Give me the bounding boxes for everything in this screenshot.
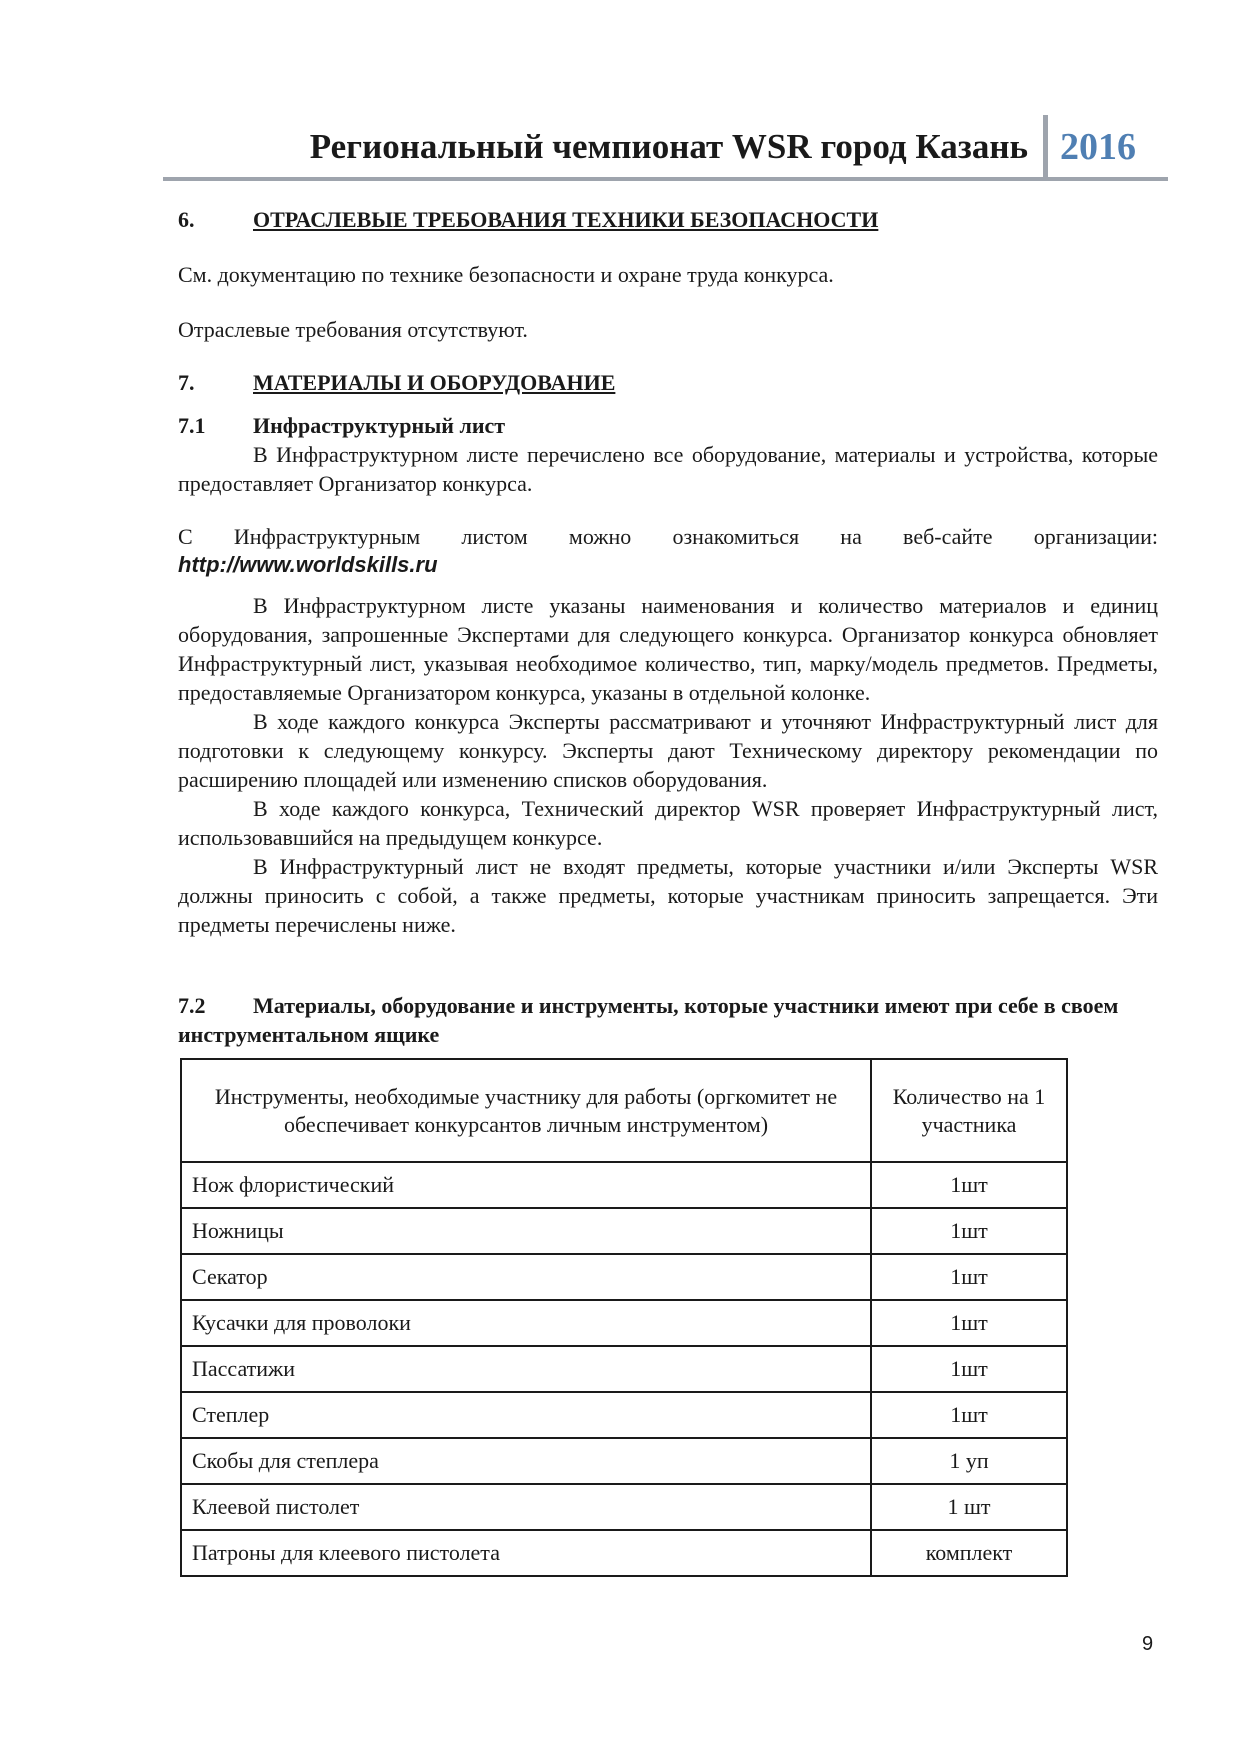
paragraph: В Инфраструктурный лист не входят предметы, которые участники и/или Эксперты WSR должны приносить с собой, а также предметы, которые участникам приносить запрещается. Эти предметы перечислены ниже. bbox=[178, 854, 1158, 937]
table-row bbox=[181, 1300, 1067, 1346]
website-link[interactable]: http://www.worldskills.ru bbox=[178, 552, 438, 577]
paragraph: Отраслевые требования отсутствуют. bbox=[178, 317, 528, 342]
table-row bbox=[181, 1530, 1067, 1576]
tool-name-cell: Ножницы bbox=[181, 1208, 871, 1254]
tool-quantity-cell: 1шт bbox=[871, 1346, 1067, 1392]
table-row bbox=[181, 1208, 1067, 1254]
tool-quantity-cell: комплект bbox=[871, 1530, 1067, 1576]
section-number: 6. bbox=[178, 207, 195, 232]
tool-quantity-cell: 1шт bbox=[871, 1162, 1067, 1208]
column-header-tools: Инструменты, необходимые участнику для работы (оргкомитет не обеспечивает конкурсантов личным инструментом) bbox=[181, 1059, 871, 1162]
tool-name-cell: Клеевой пистолет bbox=[181, 1484, 871, 1530]
table-row bbox=[181, 1254, 1067, 1300]
paragraph: В ходе каждого конкурса Эксперты рассматривают и уточняют Инфраструктурный лист для подготовки к следующему конкурсу. Эксперты дают Техническому директору рекомендации по расширению площадей или изменению списков оборудования. bbox=[178, 709, 1158, 792]
section-title: МАТЕРИАЛЫ И ОБОРУДОВАНИЕ bbox=[253, 370, 616, 395]
page-number: 9 bbox=[1142, 1633, 1154, 1655]
tool-quantity-cell: 1шт bbox=[871, 1254, 1067, 1300]
table-row bbox=[181, 1438, 1067, 1484]
section-7-heading bbox=[178, 368, 615, 397]
tool-quantity-cell: 1шт bbox=[871, 1208, 1067, 1254]
paragraph: С Инфраструктурным листом можно ознакомиться на веб-сайте организации: bbox=[178, 524, 1158, 549]
tool-quantity-cell: 1шт bbox=[871, 1392, 1067, 1438]
header-divider bbox=[1043, 115, 1048, 177]
tool-quantity-cell: 1шт bbox=[871, 1300, 1067, 1346]
tool-name-cell: Патроны для клеевого пистолета bbox=[181, 1530, 871, 1576]
tool-quantity-cell: 1 шт bbox=[871, 1484, 1067, 1530]
subsection-title: Материалы, оборудование и инструменты, которые участники имеют при себе в своем инструментальном ящике bbox=[178, 993, 1119, 1047]
section-6-heading bbox=[178, 205, 878, 234]
tool-name-cell: Пассатижи bbox=[181, 1346, 871, 1392]
paragraph: В Инфраструктурном листе указаны наименования и количество материалов и единиц оборудования, запрошенные Экспертами для следующего конкурса. Организатор конкурса обновляет Инфраструктурный лист, указывая необходимое количество, тип, марку/модель предметов. Предметы, предоставляемые Организатором конкурса, указаны в отдельной колонке. bbox=[178, 593, 1158, 705]
tool-name-cell: Нож флористический bbox=[181, 1162, 871, 1208]
tools-table-body bbox=[181, 1162, 1067, 1576]
subsection-7-1-heading bbox=[178, 411, 505, 440]
tools-table bbox=[180, 1058, 1068, 1577]
subsection-title: Инфраструктурный лист bbox=[253, 413, 506, 438]
paragraph: В ходе каждого конкурса, Технический директор WSR проверяет Инфраструктурный лист, использовавшийся на предыдущем конкурсе. bbox=[178, 796, 1158, 850]
header-rule bbox=[163, 177, 1168, 181]
subsection-number: 7.1 bbox=[178, 413, 206, 438]
tool-name-cell: Скобы для степлера bbox=[181, 1438, 871, 1484]
paragraph: В Инфраструктурном листе перечислено все оборудование, материалы и устройства, которые предоставляет Организатор конкурса. bbox=[178, 442, 1158, 496]
infrastructure-description bbox=[178, 591, 1158, 939]
section-title: ОТРАСЛЕВЫЕ ТРЕБОВАНИЯ ТЕХНИКИ БЕЗОПАСНОСТИ bbox=[253, 207, 879, 232]
tool-name-cell: Степлер bbox=[181, 1392, 871, 1438]
page-header bbox=[163, 115, 1168, 181]
tool-name-cell: Кусачки для проволоки bbox=[181, 1300, 871, 1346]
subsection-7-2-heading bbox=[178, 991, 1158, 1049]
table-header-row bbox=[181, 1059, 1067, 1162]
tool-name-cell: Секатор bbox=[181, 1254, 871, 1300]
section-number: 7. bbox=[178, 370, 195, 395]
subsection-number: 7.2 bbox=[178, 993, 206, 1018]
table-row bbox=[181, 1392, 1067, 1438]
table-row bbox=[181, 1162, 1067, 1208]
table-row bbox=[181, 1484, 1067, 1530]
tool-quantity-cell: 1 уп bbox=[871, 1438, 1067, 1484]
header-title: Региональный чемпионат WSR город Казань bbox=[309, 127, 1028, 166]
paragraph: См. документацию по технике безопасности и охране труда конкурса. bbox=[178, 262, 834, 287]
header-year: 2016 bbox=[1060, 126, 1136, 168]
column-header-quantity: Количество на 1 участника bbox=[871, 1059, 1067, 1162]
table-row bbox=[181, 1346, 1067, 1392]
